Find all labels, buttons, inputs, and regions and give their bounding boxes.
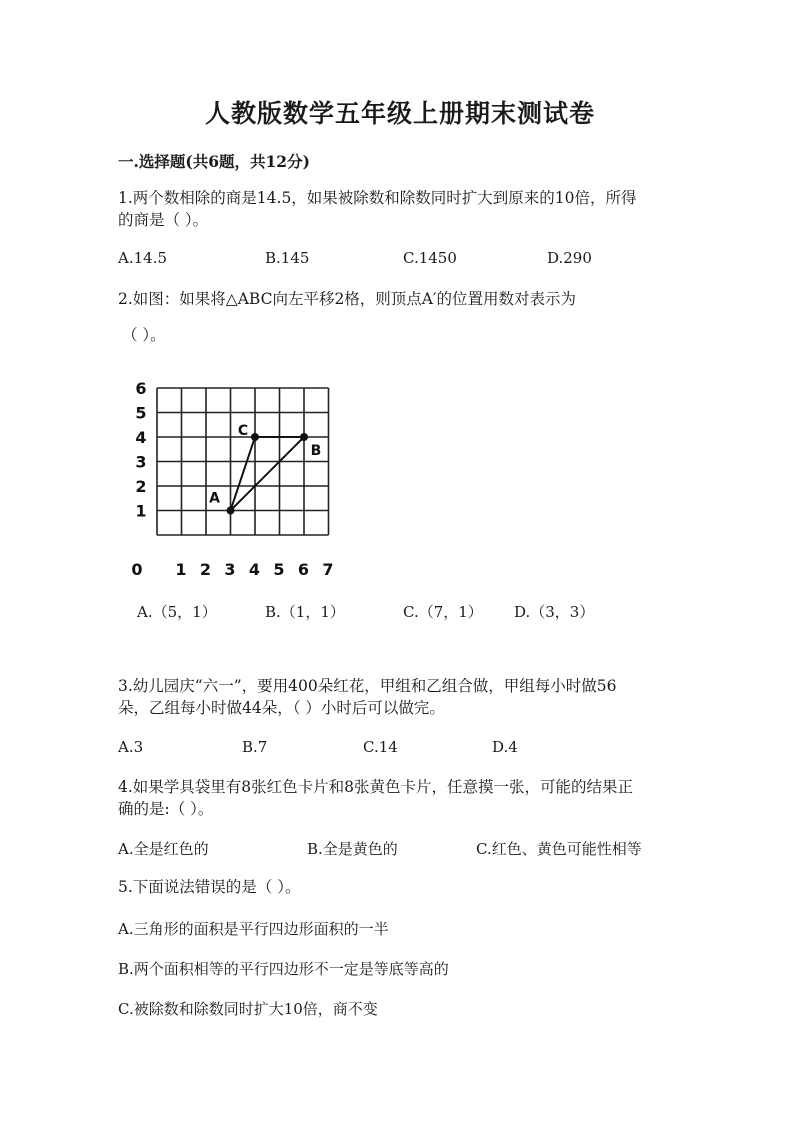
y-tick-label: 6 <box>135 379 147 398</box>
vertex-b-label: B <box>310 443 322 459</box>
q1-option-d[interactable]: D.290 <box>547 249 592 267</box>
x-tick-label: 0 <box>131 560 143 579</box>
question-4-text <box>118 776 633 820</box>
y-tick-label: 3 <box>135 452 147 472</box>
y-axis-ticks <box>135 379 146 521</box>
section-heading: 一.选择题(共6题，共12分) <box>118 152 310 171</box>
q5-option-c[interactable]: C.被除数和除数同时扩大10倍，商不变 <box>118 1000 378 1018</box>
q5-option-b[interactable]: B.两个面积相等的平行四边形不一定是等底等高的 <box>118 960 449 978</box>
q4-option-b[interactable]: B.全是黄色的 <box>307 840 398 858</box>
q1-option-a[interactable]: A.14.5 <box>118 249 167 267</box>
vertex-c-dot <box>251 433 259 441</box>
x-tick-label: 6 <box>297 560 310 579</box>
y-tick-label: 1 <box>135 501 147 521</box>
question-1-line-1: 1.两个数相除的商是14.5，如果被除数和除数同时扩大到原来的10倍，所得 <box>118 189 637 207</box>
y-tick-label: 2 <box>135 477 147 496</box>
question-3-text <box>118 675 616 719</box>
q4-option-a[interactable]: A.全是红色的 <box>118 840 209 858</box>
x-tick-label: 5 <box>273 560 285 579</box>
q1-option-c[interactable]: C.1450 <box>403 249 457 267</box>
q4-option-c[interactable]: C.红色、黄色可能性相等 <box>476 840 642 858</box>
question-2-line-1: 2.如图：如果将△ABC向左平移2格，则顶点A′的位置用数对表示为 <box>118 290 577 308</box>
question-4-line-2: 确的是:（ ）。 <box>118 800 214 818</box>
question-4-line-1: 4.如果学具袋里有8张红色卡片和8张黄色卡片，任意摸一张，可能的结果正 <box>118 778 634 796</box>
q5-option-a[interactable]: A.三角形的面积是平行四边形面积的一半 <box>118 920 389 938</box>
grid-lines <box>157 388 329 535</box>
question-2-line-2: （ ）。 <box>122 326 166 344</box>
vertex-b-dot <box>300 433 308 441</box>
question-1-text <box>118 187 637 231</box>
x-axis-ticks <box>131 560 333 579</box>
x-tick-label: 3 <box>224 560 236 579</box>
q3-option-a[interactable]: A.3 <box>118 738 144 756</box>
y-tick-label: 4 <box>135 428 147 447</box>
vertex-c-label: C <box>237 423 249 439</box>
q3-option-c[interactable]: C.14 <box>363 738 398 756</box>
x-tick-label: 7 <box>322 560 334 579</box>
question-5-line-1: 5.下面说法错误的是（ ）。 <box>118 878 301 896</box>
x-tick-label: 1 <box>175 560 187 579</box>
vertex-a-dot <box>227 507 235 515</box>
q1-option-b[interactable]: B.145 <box>265 249 310 267</box>
x-tick-label: 2 <box>199 560 212 579</box>
y-tick-label: 5 <box>135 403 147 423</box>
q2-option-d[interactable]: D.（3，3） <box>514 603 595 621</box>
page-title: 人教版数学五年级上册期末测试卷 <box>204 99 595 128</box>
triangle-outline <box>231 437 305 511</box>
question-3-line-1: 3.幼儿园庆“六一”，要用400朵红花，甲组和乙组合做，甲组每小时做56 <box>118 677 617 695</box>
q2-option-c[interactable]: C.（7，1） <box>403 603 483 621</box>
q2-option-b[interactable]: B.（1，1） <box>265 603 345 621</box>
q3-option-d[interactable]: D.4 <box>492 738 518 756</box>
question-3-line-2: 朵，乙组每小时做44朵，（ ）小时后可以做完。 <box>118 699 445 717</box>
coordinate-grid-figure <box>125 378 345 579</box>
q3-option-b[interactable]: B.7 <box>242 738 268 756</box>
question-1-line-2: 的商是（ ）。 <box>118 211 209 229</box>
q2-option-a[interactable]: A.（5，1） <box>137 603 217 621</box>
vertex-a-label: A <box>209 490 220 507</box>
x-tick-label: 4 <box>248 560 261 579</box>
